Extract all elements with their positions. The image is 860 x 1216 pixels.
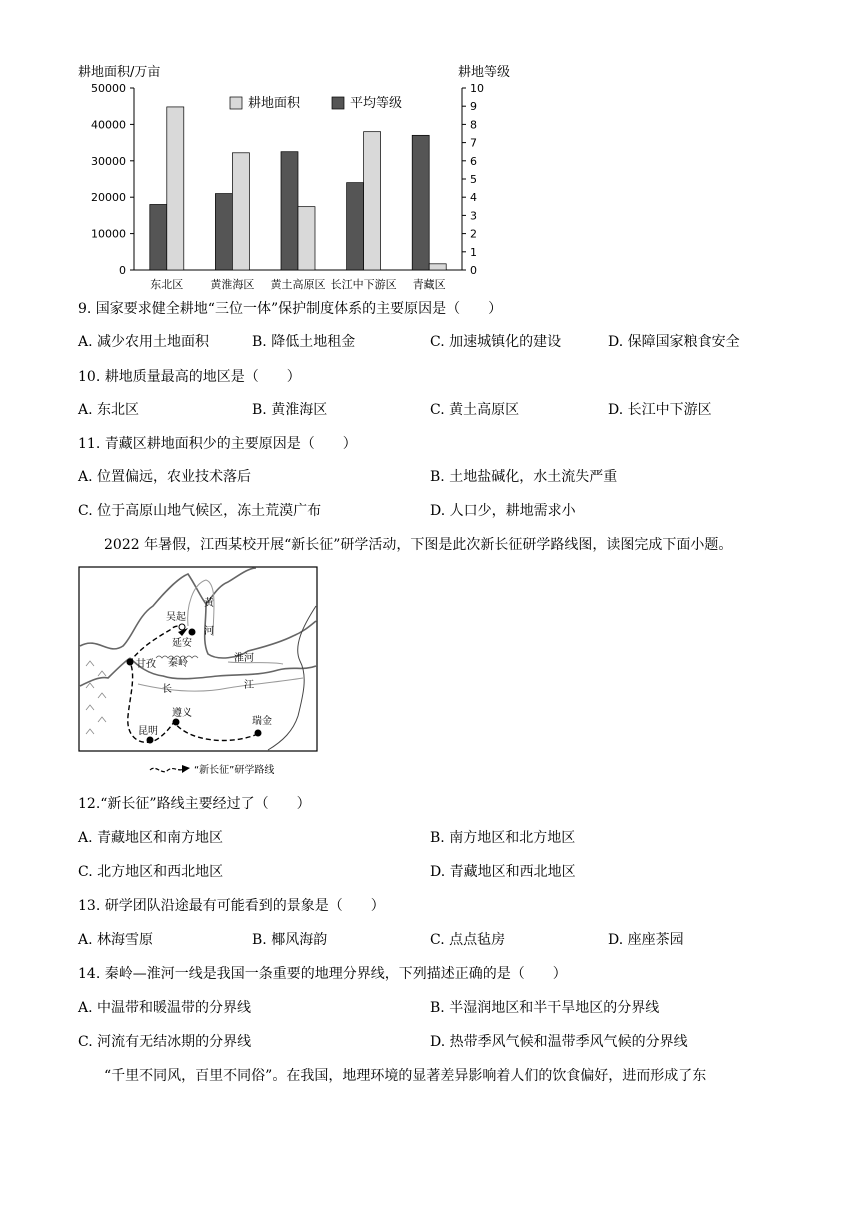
legend-arrow-icon bbox=[182, 765, 190, 773]
chart-x-tick-labels bbox=[150, 277, 445, 291]
question-11-option-c[interactable]: C. 位于高原山地气候区，冻土荒漠广布 bbox=[78, 503, 322, 519]
map-legend-label: “新长征”研学路线 bbox=[194, 765, 275, 776]
right-tick-label: 4 bbox=[470, 191, 477, 205]
right-tick-label: 10 bbox=[470, 82, 484, 95]
map-label-kunming: 昆明 bbox=[138, 726, 158, 737]
map-label-huaihe: 淮河 bbox=[234, 653, 254, 664]
question-9-option-d[interactable]: D. 保障国家粮食安全 bbox=[608, 334, 740, 350]
bar-grade-2 bbox=[281, 152, 298, 270]
question-14-option-b[interactable]: B. 半湿润地区和半干旱地区的分界线 bbox=[430, 1000, 660, 1016]
question-14-stem: 14. 秦岭—淮河一线是我国一条重要的地理分界线，下列描述正确的是（ ） bbox=[78, 966, 567, 982]
new-long-march-route-map bbox=[78, 566, 328, 784]
question-13-option-c[interactable]: C. 点点毡房 bbox=[430, 932, 506, 948]
right-tick-label: 9 bbox=[470, 100, 477, 114]
bar-area-2 bbox=[298, 207, 315, 270]
right-tick-label: 7 bbox=[470, 136, 477, 150]
farmland-chart bbox=[70, 60, 530, 292]
bar-grade-0 bbox=[150, 204, 167, 270]
bar-grade-4 bbox=[412, 135, 429, 270]
question-9-option-b[interactable]: B. 降低土地租金 bbox=[252, 334, 356, 350]
left-tick-label: 40000 bbox=[91, 118, 126, 132]
question-14-option-c[interactable]: C. 河流有无结冰期的分界线 bbox=[78, 1034, 252, 1050]
map-label-yanan: 延安 bbox=[172, 638, 192, 649]
x-tick-label-1: 黄淮海区 bbox=[210, 278, 255, 291]
city-dot-ruijin bbox=[255, 730, 262, 737]
legend-swatch-area bbox=[230, 97, 242, 109]
map-label-wuqi: 吴起 bbox=[166, 612, 186, 623]
map-legend bbox=[150, 763, 274, 776]
question-10-option-d[interactable]: D. 长江中下游区 bbox=[608, 402, 712, 418]
left-tick-label: 0 bbox=[119, 264, 126, 277]
question-9-stem: 9. 国家要求健全耕地“三位一体”保护制度体系的主要原因是（ ） bbox=[78, 301, 503, 317]
right-tick-label: 3 bbox=[470, 209, 477, 223]
right-tick-label: 0 bbox=[470, 264, 477, 277]
bar-grade-1 bbox=[215, 194, 232, 270]
question-9-option-a[interactable]: A. 减少农用土地面积 bbox=[78, 334, 210, 350]
bar-grade-3 bbox=[347, 183, 364, 270]
chart-right-axis-label: 耕地等级 bbox=[458, 65, 511, 80]
question-10-option-a[interactable]: A. 东北区 bbox=[78, 402, 140, 418]
question-13-stem: 13. 研学团队沿途最有可能看到的景象是（ ） bbox=[78, 898, 385, 914]
left-tick-label: 20000 bbox=[91, 191, 126, 205]
city-dot-zunyi bbox=[173, 719, 180, 726]
legend-swatch-grade bbox=[332, 97, 344, 109]
map-label-jiang: 江 bbox=[244, 680, 254, 691]
chart-bars bbox=[150, 107, 446, 270]
question-12-option-b[interactable]: B. 南方地区和北方地区 bbox=[430, 830, 576, 846]
question-12-option-d[interactable]: D. 青藏地区和西北地区 bbox=[430, 864, 576, 880]
right-tick-label: 6 bbox=[470, 154, 477, 168]
x-tick-label-2: 黄土高原区 bbox=[270, 278, 326, 291]
right-tick-label: 2 bbox=[470, 227, 477, 241]
right-tick-label: 8 bbox=[470, 118, 477, 132]
intro-paragraph-diet: “千里不同风，百里不同俗”。在我国，地理环境的显著差异影响着人们的饮食偏好，进而形成了东 bbox=[104, 1068, 707, 1084]
x-tick-label-3: 长江中下游区 bbox=[330, 278, 397, 291]
right-tick-label: 1 bbox=[470, 245, 477, 259]
bar-area-0 bbox=[167, 107, 184, 270]
question-11-option-a[interactable]: A. 位置偏远，农业技术落后 bbox=[78, 469, 252, 485]
map-label-ruijin: 瑞金 bbox=[252, 716, 272, 727]
map-label-zunyi: 遵义 bbox=[172, 708, 192, 719]
question-11-stem: 11. 青藏区耕地面积少的主要原因是（ ） bbox=[78, 436, 357, 452]
question-10-option-c[interactable]: C. 黄土高原区 bbox=[430, 402, 520, 418]
question-13-option-b[interactable]: B. 椰风海韵 bbox=[252, 932, 328, 948]
chart-legend bbox=[230, 95, 402, 111]
bar-area-3 bbox=[364, 132, 381, 270]
right-tick-label: 5 bbox=[470, 173, 477, 186]
map-label-qinling: 秦岭 bbox=[168, 658, 188, 669]
map-label-he: 河 bbox=[204, 626, 214, 637]
city-dot-yanan bbox=[189, 629, 196, 636]
legend-route-symbol bbox=[150, 768, 184, 771]
x-tick-label-0: 东北区 bbox=[150, 278, 184, 291]
city-dot-kunming bbox=[147, 737, 154, 744]
question-12-option-c[interactable]: C. 北方地区和西北地区 bbox=[78, 864, 224, 880]
x-tick-label-4: 青藏区 bbox=[412, 278, 446, 291]
left-tick-label: 10000 bbox=[91, 227, 126, 241]
map-label-chang: 长 bbox=[162, 684, 172, 695]
bar-area-1 bbox=[232, 153, 249, 270]
question-12-stem: 12.“新长征”路线主要经过了（ ） bbox=[78, 796, 311, 812]
question-14-option-a[interactable]: A. 中温带和暖温带的分界线 bbox=[78, 1000, 252, 1016]
map-label-huang: 黄 bbox=[204, 598, 214, 609]
question-10-stem: 10. 耕地质量最高的地区是（ ） bbox=[78, 369, 301, 385]
city-dot-wuqi bbox=[179, 624, 185, 630]
question-12-option-a[interactable]: A. 青藏地区和南方地区 bbox=[78, 830, 224, 846]
left-tick-label: 50000 bbox=[91, 82, 126, 95]
question-10-option-b[interactable]: B. 黄淮海区 bbox=[252, 402, 328, 418]
legend-label-grade: 平均等级 bbox=[350, 96, 403, 111]
question-14-option-d[interactable]: D. 热带季风气候和温带季风气候的分界线 bbox=[430, 1034, 688, 1050]
question-11-option-b[interactable]: B. 土地盐碱化，水土流失严重 bbox=[430, 469, 618, 485]
question-11-option-d[interactable]: D. 人口少，耕地需求小 bbox=[430, 503, 576, 519]
map-label-ganzi: 甘孜 bbox=[136, 659, 156, 670]
question-9-option-c[interactable]: C. 加速城镇化的建设 bbox=[430, 334, 562, 350]
legend-label-area: 耕地面积 bbox=[248, 96, 301, 111]
left-tick-label: 30000 bbox=[91, 154, 126, 168]
intro-paragraph-new-long-march: 2022 年暑假，江西某校开展“新长征”研学活动，下图是此次新长征研学路线图，读图完成下面小题。 bbox=[104, 537, 733, 553]
question-13-option-a[interactable]: A. 林海雪原 bbox=[78, 932, 154, 948]
bar-area-4 bbox=[429, 264, 446, 270]
map-frame bbox=[79, 567, 317, 751]
chart-left-axis-label: 耕地面积/万亩 bbox=[78, 65, 161, 80]
question-13-option-d[interactable]: D. 座座茶园 bbox=[608, 932, 684, 948]
city-dot-ganzi bbox=[127, 659, 134, 666]
